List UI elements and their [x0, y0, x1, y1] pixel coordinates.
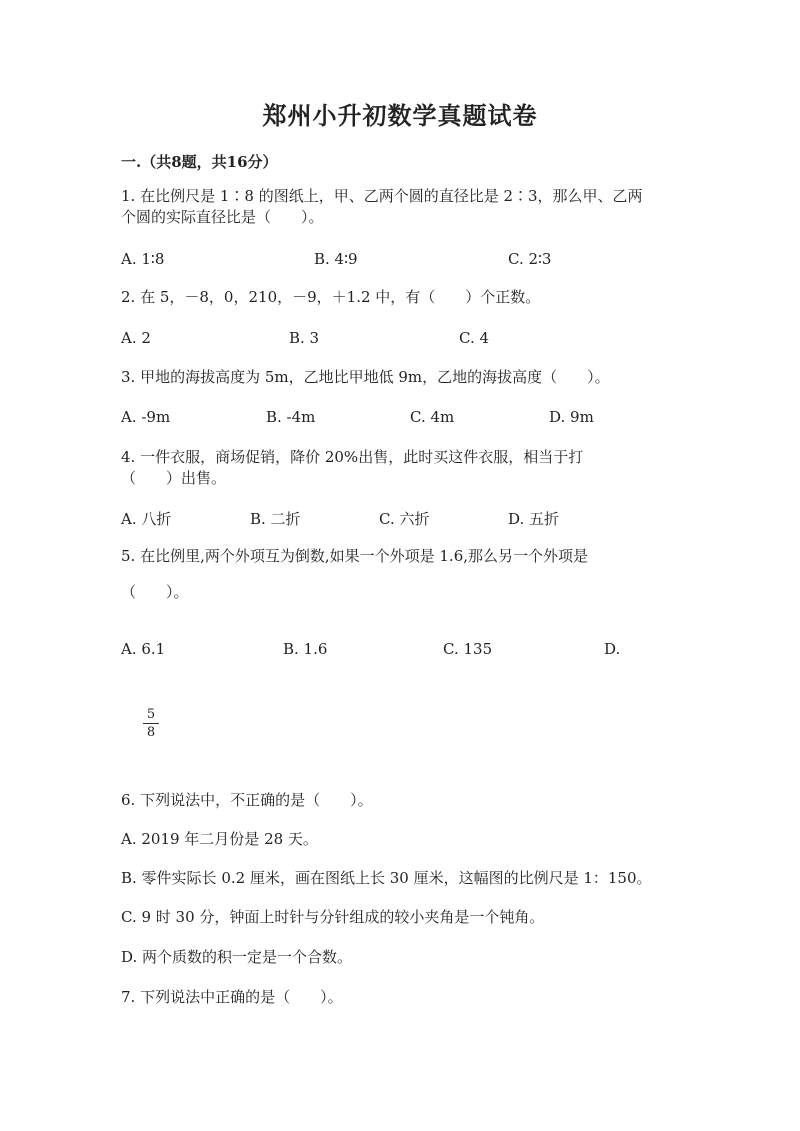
question-6-option-a: A. 2019 年二月份是 28 天。: [121, 830, 318, 848]
question-4-line-1: 4. 一件衣服，商场促销，降价 20%出售，此时买这件衣服，相当于打: [121, 448, 584, 466]
question-3-option-d: D. 9m: [549, 408, 594, 426]
question-3-option-a: A. -9m: [121, 408, 171, 426]
question-6-option-c: C. 9 时 30 分，钟面上时针与分针组成的较小夹角是一个钝角。: [121, 908, 545, 926]
question-2-option-b: B. 3: [289, 329, 320, 347]
question-6-option-d: D. 两个质数的积一定是一个合数。: [121, 948, 353, 966]
question-3-line-1: 3. 甲地的海拔高度为 5m，乙地比甲地低 9m，乙地的海拔高度（ ）。: [121, 368, 610, 386]
question-6-option-b: B. 零件实际长 0.2 厘米，画在图纸上长 30 厘米，这幅图的比例尺是 1：150。: [121, 869, 652, 887]
section-heading: 一.（共8题，共16分）: [121, 153, 278, 171]
question-1-line-1: 1. 在比例尺是 1∶8 的图纸上，甲、乙两个圆的直径比是 2∶3，那么甲、乙两: [121, 187, 643, 205]
question-1-option-c: C. 2∶3: [508, 250, 552, 268]
question-5-line-2: （ ）。: [121, 583, 189, 601]
fraction-five-eighths: [143, 707, 159, 740]
question-4-option-c: C. 六折: [379, 510, 430, 528]
question-1-option-a: A. 1∶8: [121, 250, 165, 268]
question-4-option-a: A. 八折: [121, 510, 172, 528]
question-3-option-c: C. 4m: [410, 408, 455, 426]
question-5-option-a: A. 6.1: [121, 640, 166, 658]
question-4-option-d: D. 五折: [508, 510, 560, 528]
fraction-bar: [143, 723, 159, 724]
question-3-option-b: B. -4m: [266, 408, 316, 426]
question-2-line-1: 2. 在 5，－8，0，210，－9，＋1.2 中，有（ ）个正数。: [121, 288, 541, 306]
question-4-option-b: B. 二折: [250, 510, 301, 528]
page-title: 郑州小升初数学真题试卷: [262, 101, 538, 130]
question-5-option-b: B. 1.6: [283, 640, 328, 658]
question-7-line-1: 7. 下列说法中正确的是（ ）。: [121, 988, 343, 1006]
question-5-option-c: C. 135: [443, 640, 493, 658]
question-1-line-2: 个圆的实际直径比是（ ）。: [121, 208, 324, 226]
question-6-line-1: 6. 下列说法中，不正确的是（ ）。: [121, 791, 373, 809]
question-2-option-a: A. 2: [121, 329, 151, 347]
question-1-option-b: B. 4∶9: [314, 250, 358, 268]
fraction-denominator: 8: [146, 725, 156, 740]
question-4-line-2: （ ）出售。: [121, 469, 227, 487]
question-5-line-1: 5. 在比例里,两个外项互为倒数,如果一个外项是 1.6,那么另一个外项是: [121, 547, 589, 565]
question-2-option-c: C. 4: [459, 329, 490, 347]
fraction-numerator: 5: [146, 707, 156, 722]
question-5-option-d: D.: [604, 640, 621, 658]
